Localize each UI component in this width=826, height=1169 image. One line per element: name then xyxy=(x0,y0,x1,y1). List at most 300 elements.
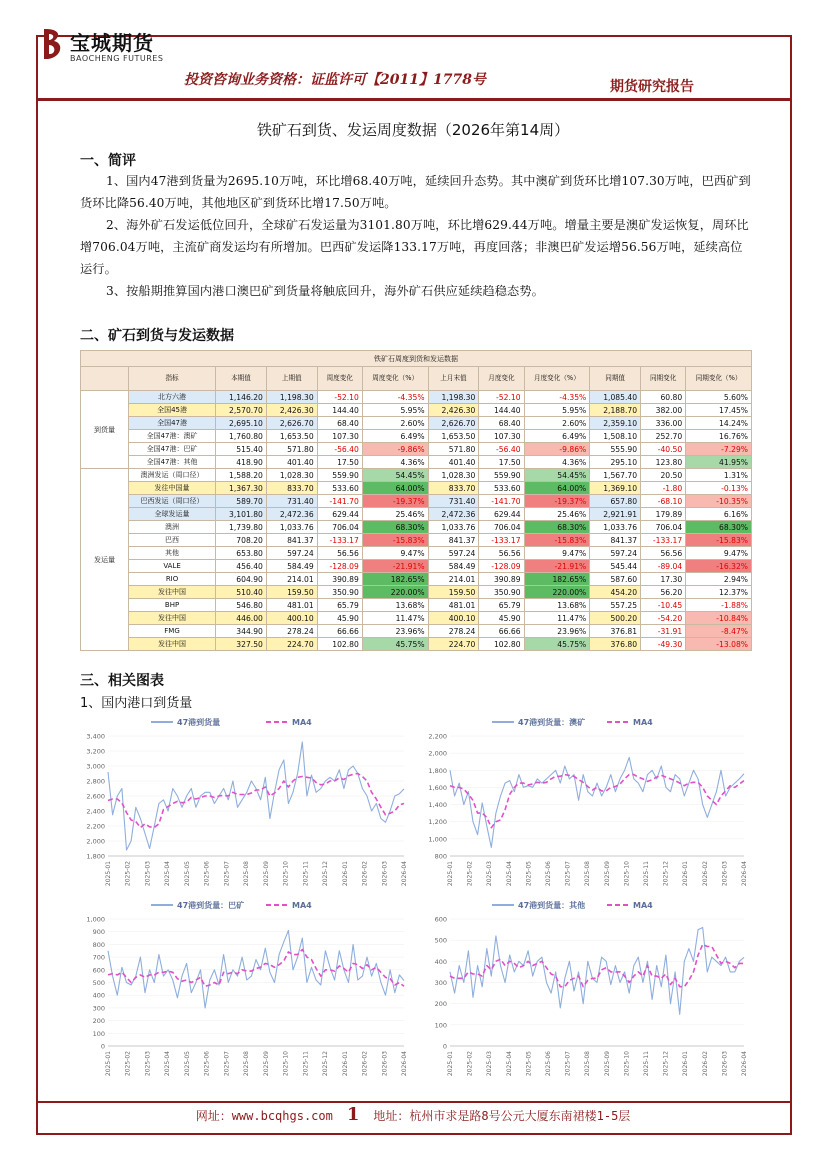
x-tick-label: 2025-04 xyxy=(164,861,172,887)
table-cell: 4.36% xyxy=(524,456,590,469)
table-row xyxy=(81,625,752,638)
table-cell: -13.08% xyxy=(686,638,752,651)
table-group-label: 到货量 xyxy=(81,391,129,469)
summary-paragraph-2: 2、海外矿石发运低位回升，全球矿石发运量为3101.80万吨，环比增629.44万吨。增量主要是澳矿发运恢复，周环比增706.04万吨，主流矿商发运均有所增加。巴西矿发运降133.17万吨，再度回落；非澳巴矿发运增56.56万吨，延续高位运行。 xyxy=(80,218,749,276)
y-tick-label: 300 xyxy=(92,1004,105,1013)
table-cell: 56.56 xyxy=(479,547,524,560)
x-tick-label: 2026-04 xyxy=(741,861,748,887)
table-cell: 68.30% xyxy=(362,521,428,534)
table-cell: 1,033.76 xyxy=(266,521,317,534)
table-cell: -133.17 xyxy=(479,534,524,547)
table-cell: 144.40 xyxy=(479,404,524,417)
report-title: 铁矿石到货、发运周度数据（2026年第14周） xyxy=(256,121,570,139)
table-cell: -4.35% xyxy=(362,391,428,404)
table-row-label: 发往中国 xyxy=(129,586,216,599)
table-cell: 54.45% xyxy=(362,469,428,482)
table-row xyxy=(81,534,752,547)
x-tick-label: 2026-04 xyxy=(741,1051,748,1077)
table-cell: 56.56 xyxy=(641,547,686,560)
table-cell: 17.30 xyxy=(641,573,686,586)
table-cell: 5.95% xyxy=(362,404,428,417)
table-header: 本期值 xyxy=(216,367,267,391)
table-cell: 1.31% xyxy=(686,469,752,482)
table-row xyxy=(81,560,752,573)
table-cell: 1,085.40 xyxy=(590,391,641,404)
x-tick-label: 2025-11 xyxy=(302,1051,310,1077)
y-tick-label: 100 xyxy=(92,1029,105,1038)
table-header: 上月末值 xyxy=(428,367,479,391)
table-cell: 1,588.20 xyxy=(216,469,267,482)
table-row-label: BHP xyxy=(129,599,216,612)
y-tick-label: 1,200 xyxy=(428,818,447,827)
table-cell: 597.24 xyxy=(590,547,641,560)
table-cell: 841.37 xyxy=(266,534,317,547)
y-tick-label: 2,000 xyxy=(86,837,105,846)
table-cell: 60.80 xyxy=(641,391,686,404)
y-tick-label: 1,800 xyxy=(86,852,105,861)
table-cell: -21.91% xyxy=(362,560,428,573)
table-cell: 604.90 xyxy=(216,573,267,586)
y-tick-label: 3,000 xyxy=(86,762,105,771)
table-cell: 224.70 xyxy=(266,638,317,651)
table-row xyxy=(81,430,752,443)
logo-text-en: BAOCHENG FUTURES xyxy=(70,54,164,63)
table-cell: 589.70 xyxy=(216,495,267,508)
y-tick-label: 0 xyxy=(442,1042,447,1051)
table-cell: 102.80 xyxy=(317,638,362,651)
table-cell: 344.90 xyxy=(216,625,267,638)
chart-legend xyxy=(151,900,312,910)
footer-website[interactable]: 网址：www.bcqhgs.com xyxy=(195,1109,333,1123)
table-row-label: RIO xyxy=(129,573,216,586)
table-cell: -10.84% xyxy=(686,612,752,625)
table-cell: 179.89 xyxy=(641,508,686,521)
table-cell: 2,626.70 xyxy=(428,417,479,430)
table-row-label: 其他 xyxy=(129,547,216,560)
table-cell: 41.95% xyxy=(686,456,752,469)
series-line-main xyxy=(108,930,404,1008)
x-tick-label: 2025-07 xyxy=(223,1051,231,1077)
table-row xyxy=(81,469,752,482)
table-cell: 833.70 xyxy=(428,482,479,495)
section-heading-data: 二、矿石到货与发运数据 xyxy=(80,328,234,344)
table-cell: 327.50 xyxy=(216,638,267,651)
table-cell: 833.70 xyxy=(266,482,317,495)
table-row-label: 巴西 xyxy=(129,534,216,547)
x-tick-label: 2025-08 xyxy=(584,1051,592,1077)
x-tick-label: 2025-07 xyxy=(223,861,231,887)
logo-text-cn: 宝城期货 xyxy=(70,31,154,55)
table-cell: -0.13% xyxy=(686,482,752,495)
table-row-label: 发往中国 xyxy=(129,638,216,651)
x-tick-label: 2025-01 xyxy=(105,861,112,887)
table-cell: 629.44 xyxy=(317,508,362,521)
table-cell: -15.83% xyxy=(524,534,590,547)
y-tick-label: 800 xyxy=(92,940,105,949)
table-cell: 9.47% xyxy=(362,547,428,560)
table-cell: -52.10 xyxy=(479,391,524,404)
table-row-label: 发往中国 xyxy=(129,612,216,625)
legend-label: MA4 xyxy=(633,901,653,910)
table-cell: -68.10 xyxy=(641,495,686,508)
table-cell: 597.24 xyxy=(428,547,479,560)
x-tick-label: 2025-05 xyxy=(183,1051,191,1077)
x-tick-label: 2025-10 xyxy=(282,1051,290,1077)
x-tick-label: 2025-09 xyxy=(262,861,270,887)
x-tick-label: 2026-02 xyxy=(701,861,709,887)
table-cell: 68.40 xyxy=(479,417,524,430)
x-tick-label: 2026-01 xyxy=(682,861,690,887)
table-row-label: 发往中国量 xyxy=(129,482,216,495)
table-cell: 629.44 xyxy=(479,508,524,521)
x-tick-label: 2026-01 xyxy=(341,861,349,887)
table-cell: 65.79 xyxy=(479,599,524,612)
table-row xyxy=(81,404,752,417)
table-cell: -1.88% xyxy=(686,599,752,612)
table-row xyxy=(81,417,752,430)
y-tick-label: 0 xyxy=(100,1042,105,1051)
table-cell: 23.96% xyxy=(524,625,590,638)
table-cell: 25.46% xyxy=(362,508,428,521)
y-tick-label: 2,200 xyxy=(428,732,447,741)
table-cell: 706.04 xyxy=(317,521,362,534)
table-row xyxy=(81,586,752,599)
x-tick-label: 2025-08 xyxy=(243,1051,251,1077)
table-header: 指标 xyxy=(129,367,216,391)
chart-47-port-brazil xyxy=(70,895,412,1080)
table-row xyxy=(81,599,752,612)
y-tick-label: 500 xyxy=(434,936,447,945)
x-tick-label: 2025-07 xyxy=(564,1051,572,1077)
table-cell: 2,570.70 xyxy=(216,404,267,417)
table-cell: 2,921.91 xyxy=(590,508,641,521)
table-cell: 45.90 xyxy=(317,612,362,625)
x-tick-label: 2025-07 xyxy=(564,861,572,887)
table-cell: 252.70 xyxy=(641,430,686,443)
table-header: 周度变化 xyxy=(317,367,362,391)
x-tick-label: 2025-01 xyxy=(105,1051,112,1077)
table-cell: 2,188.70 xyxy=(590,404,641,417)
x-tick-label: 2026-03 xyxy=(381,1051,389,1077)
table-cell: 45.75% xyxy=(524,638,590,651)
table-cell: -128.09 xyxy=(317,560,362,573)
table-cell: 66.66 xyxy=(317,625,362,638)
table-row xyxy=(81,508,752,521)
x-tick-label: 2025-06 xyxy=(203,1051,211,1077)
legend-label: 47港到货量：其他 xyxy=(518,901,586,910)
x-tick-label: 2025-03 xyxy=(486,1051,494,1077)
x-tick-label: 2025-12 xyxy=(322,1051,330,1077)
header-divider xyxy=(36,98,792,101)
table-cell: 17.45% xyxy=(686,404,752,417)
report-type-label: 期货研究报告 xyxy=(610,79,694,95)
table-cell: 45.75% xyxy=(362,638,428,651)
table-row-label: 全国47港：巴矿 xyxy=(129,443,216,456)
table-row-label: 全球发运量 xyxy=(129,508,216,521)
table-header: 同期变化（%） xyxy=(686,367,752,391)
table-cell: 456.40 xyxy=(216,560,267,573)
table-cell: 584.49 xyxy=(266,560,317,573)
table-cell: 2,626.70 xyxy=(266,417,317,430)
chart-47-port-arrivals xyxy=(70,712,412,890)
table-cell: 17.50 xyxy=(317,456,362,469)
y-tick-label: 1,000 xyxy=(86,915,105,924)
table-cell: 400.10 xyxy=(266,612,317,625)
table-row-label: 澳洲发运（周口径） xyxy=(129,469,216,482)
table-cell: 159.50 xyxy=(266,586,317,599)
table-row xyxy=(81,547,752,560)
table-cell: 5.95% xyxy=(524,404,590,417)
table-cell: 16.76% xyxy=(686,430,752,443)
chart-legend xyxy=(492,717,653,727)
table-row-label: 巴西发运（周口径） xyxy=(129,495,216,508)
table-cell: 500.20 xyxy=(590,612,641,625)
table-cell: 2,426.30 xyxy=(428,404,479,417)
table-header: 同期值 xyxy=(590,367,641,391)
table-header: 上期值 xyxy=(266,367,317,391)
table-header: 月度变化 xyxy=(479,367,524,391)
table-cell: 559.90 xyxy=(479,469,524,482)
x-tick-label: 2025-04 xyxy=(505,861,513,887)
x-tick-label: 2025-03 xyxy=(144,861,152,887)
table-cell: 214.01 xyxy=(428,573,479,586)
table-cell: 4.36% xyxy=(362,456,428,469)
table-cell: 1,508.10 xyxy=(590,430,641,443)
table-header: 月度变化（%） xyxy=(524,367,590,391)
section-heading-summary: 一、简评 xyxy=(80,153,136,169)
x-tick-label: 2025-02 xyxy=(124,861,132,887)
table-cell: 587.60 xyxy=(590,573,641,586)
ore-data-table xyxy=(80,350,752,651)
x-tick-label: 2026-01 xyxy=(341,1051,349,1077)
table-cell: 481.01 xyxy=(428,599,479,612)
table-cell: -40.50 xyxy=(641,443,686,456)
x-tick-label: 2025-12 xyxy=(662,861,670,887)
table-cell: -9.86% xyxy=(362,443,428,456)
x-tick-label: 2025-01 xyxy=(447,1051,454,1077)
table-cell: 2.60% xyxy=(362,417,428,430)
table-cell: -31.91 xyxy=(641,625,686,638)
x-tick-label: 2025-01 xyxy=(447,861,454,887)
table-cell: -4.35% xyxy=(524,391,590,404)
chart-47-port-australia xyxy=(412,712,752,890)
table-row xyxy=(81,612,752,625)
table-cell: 708.20 xyxy=(216,534,267,547)
table-cell: 144.40 xyxy=(317,404,362,417)
table-cell: -8.47% xyxy=(686,625,752,638)
table-cell: 6.16% xyxy=(686,508,752,521)
table-cell: 1,033.76 xyxy=(590,521,641,534)
table-cell: 224.70 xyxy=(428,638,479,651)
table-cell: 102.80 xyxy=(479,638,524,651)
table-row xyxy=(81,443,752,456)
table-cell: 376.81 xyxy=(590,625,641,638)
table-row-label: 全国45港 xyxy=(129,404,216,417)
table-row xyxy=(81,638,752,651)
x-tick-label: 2025-09 xyxy=(603,861,611,887)
x-tick-label: 2025-04 xyxy=(164,1051,172,1077)
y-tick-label: 400 xyxy=(92,991,105,1000)
table-cell: 446.00 xyxy=(216,612,267,625)
table-cell: 11.47% xyxy=(362,612,428,625)
table-cell: 1,739.80 xyxy=(216,521,267,534)
table-cell: 336.00 xyxy=(641,417,686,430)
summary-paragraph-3: 3、按船期推算国内港口澳巴矿到货量将触底回升，海外矿石供应延续趋稳态势。 xyxy=(106,284,544,298)
table-cell: 66.66 xyxy=(479,625,524,638)
y-tick-label: 1,600 xyxy=(428,783,447,792)
table-cell: -133.17 xyxy=(641,534,686,547)
y-tick-label: 1,400 xyxy=(428,801,447,810)
table-cell: 841.37 xyxy=(428,534,479,547)
table-row-label: 澳洲 xyxy=(129,521,216,534)
table-cell: 68.40 xyxy=(317,417,362,430)
table-cell: 2,695.10 xyxy=(216,417,267,430)
y-tick-label: 1,800 xyxy=(428,766,447,775)
y-tick-label: 800 xyxy=(434,852,447,861)
table-cell: 382.00 xyxy=(641,404,686,417)
table-cell: 597.24 xyxy=(266,547,317,560)
table-cell: 1,367.30 xyxy=(216,482,267,495)
y-tick-label: 900 xyxy=(92,928,105,937)
x-tick-label: 2025-03 xyxy=(486,861,494,887)
y-tick-label: 2,800 xyxy=(86,777,105,786)
x-tick-label: 2025-12 xyxy=(662,1051,670,1077)
x-tick-label: 2025-10 xyxy=(282,861,290,887)
table-header: 周度变化（%） xyxy=(362,367,428,391)
x-tick-label: 2026-02 xyxy=(361,861,369,887)
table-cell: 2,472.36 xyxy=(428,508,479,521)
legend-label: 47港到货量 xyxy=(177,718,221,727)
table-cell: 17.50 xyxy=(479,456,524,469)
table-cell: 68.30% xyxy=(524,521,590,534)
table-cell: 107.30 xyxy=(479,430,524,443)
chart-legend xyxy=(492,900,653,910)
table-cell: 1,198.30 xyxy=(428,391,479,404)
table-cell: 376.80 xyxy=(590,638,641,651)
x-tick-label: 2025-08 xyxy=(243,861,251,887)
y-tick-label: 300 xyxy=(434,979,447,987)
table-cell: 555.90 xyxy=(590,443,641,456)
x-tick-label: 2025-02 xyxy=(124,1051,132,1077)
table-cell: 2.94% xyxy=(686,573,752,586)
table-cell: 214.01 xyxy=(266,573,317,586)
table-cell: 1,198.30 xyxy=(266,391,317,404)
table-cell: 481.01 xyxy=(266,599,317,612)
table-cell: 182.65% xyxy=(362,573,428,586)
y-tick-label: 500 xyxy=(92,979,105,987)
table-cell: -54.20 xyxy=(641,612,686,625)
x-tick-label: 2025-05 xyxy=(525,1051,533,1077)
footer-address: 地址：杭州市求是路8号公元大厦东南裙楼1-5层 xyxy=(373,1109,631,1123)
table-cell: 533.60 xyxy=(479,482,524,495)
qualification-text: 投资咨询业务资格：证监许可【2011】1778号 xyxy=(184,72,486,88)
table-cell: 9.47% xyxy=(686,547,752,560)
y-tick-label: 3,400 xyxy=(86,732,105,741)
x-tick-label: 2025-08 xyxy=(584,861,592,887)
table-cell: -19.37% xyxy=(362,495,428,508)
table-cell: 182.65% xyxy=(524,573,590,586)
x-tick-label: 2025-11 xyxy=(643,861,650,887)
table-row xyxy=(81,573,752,586)
table-cell: 220.00% xyxy=(362,586,428,599)
table-cell: 23.96% xyxy=(362,625,428,638)
x-tick-label: 2026-04 xyxy=(401,861,408,887)
table-cell: 6.49% xyxy=(362,430,428,443)
table-cell: 12.37% xyxy=(686,586,752,599)
legend-label: MA4 xyxy=(292,901,312,910)
table-cell: 1,146.20 xyxy=(216,391,267,404)
table-cell: 64.00% xyxy=(362,482,428,495)
series-line-ma4 xyxy=(108,774,404,828)
table-cell: 657.80 xyxy=(590,495,641,508)
table-row-label: 全国47港：其他 xyxy=(129,456,216,469)
x-tick-label: 2025-03 xyxy=(144,1051,152,1077)
footer-divider xyxy=(36,1101,792,1103)
x-tick-label: 2025-10 xyxy=(623,861,631,887)
table-cell: 13.68% xyxy=(524,599,590,612)
table-row-label: VALE xyxy=(129,560,216,573)
table-row-label: FMG xyxy=(129,625,216,638)
table-cell: -15.83% xyxy=(362,534,428,547)
table-cell: 559.90 xyxy=(317,469,362,482)
table-cell: -133.17 xyxy=(317,534,362,547)
table-row xyxy=(81,495,752,508)
table-cell: -16.32% xyxy=(686,560,752,573)
table-cell: 401.40 xyxy=(266,456,317,469)
y-tick-label: 200 xyxy=(434,1000,447,1009)
table-row xyxy=(81,521,752,534)
table-cell: 159.50 xyxy=(428,586,479,599)
table-cell: 533.60 xyxy=(317,482,362,495)
table-cell: 1,653.50 xyxy=(266,430,317,443)
table-cell: 107.30 xyxy=(317,430,362,443)
y-tick-label: 2,400 xyxy=(86,807,105,816)
table-cell: 2,359.10 xyxy=(590,417,641,430)
series-line-main xyxy=(450,757,744,847)
table-cell: -141.70 xyxy=(479,495,524,508)
y-tick-label: 600 xyxy=(434,915,447,924)
table-row xyxy=(81,391,752,404)
table-cell: -49.30 xyxy=(641,638,686,651)
x-tick-label: 2026-02 xyxy=(361,1051,369,1077)
table-cell: 390.89 xyxy=(317,573,362,586)
legend-label: MA4 xyxy=(292,718,312,727)
table-cell: 2,472.36 xyxy=(266,508,317,521)
table-cell: -89.04 xyxy=(641,560,686,573)
table-cell: 1,033.76 xyxy=(428,521,479,534)
table-cell: -52.10 xyxy=(317,391,362,404)
table-cell: 9.47% xyxy=(524,547,590,560)
y-tick-label: 700 xyxy=(92,953,105,962)
table-cell: 5.60% xyxy=(686,391,752,404)
table-cell: 557.25 xyxy=(590,599,641,612)
y-tick-label: 1,000 xyxy=(428,835,447,844)
table-cell: 278.24 xyxy=(266,625,317,638)
table-cell: -7.29% xyxy=(686,443,752,456)
table-header: 同期变化 xyxy=(641,367,686,391)
table-cell: -15.83% xyxy=(686,534,752,547)
table-cell: 1,028.30 xyxy=(428,469,479,482)
table-cell: 54.45% xyxy=(524,469,590,482)
table-cell: 56.56 xyxy=(317,547,362,560)
y-tick-label: 600 xyxy=(92,966,105,975)
table-cell: 653.80 xyxy=(216,547,267,560)
table-cell: 295.10 xyxy=(590,456,641,469)
table-cell: 1,567.70 xyxy=(590,469,641,482)
subsection-heading-port-arrivals: 1、国内港口到货量 xyxy=(80,696,193,711)
table-cell: -56.40 xyxy=(479,443,524,456)
table-cell: -9.86% xyxy=(524,443,590,456)
